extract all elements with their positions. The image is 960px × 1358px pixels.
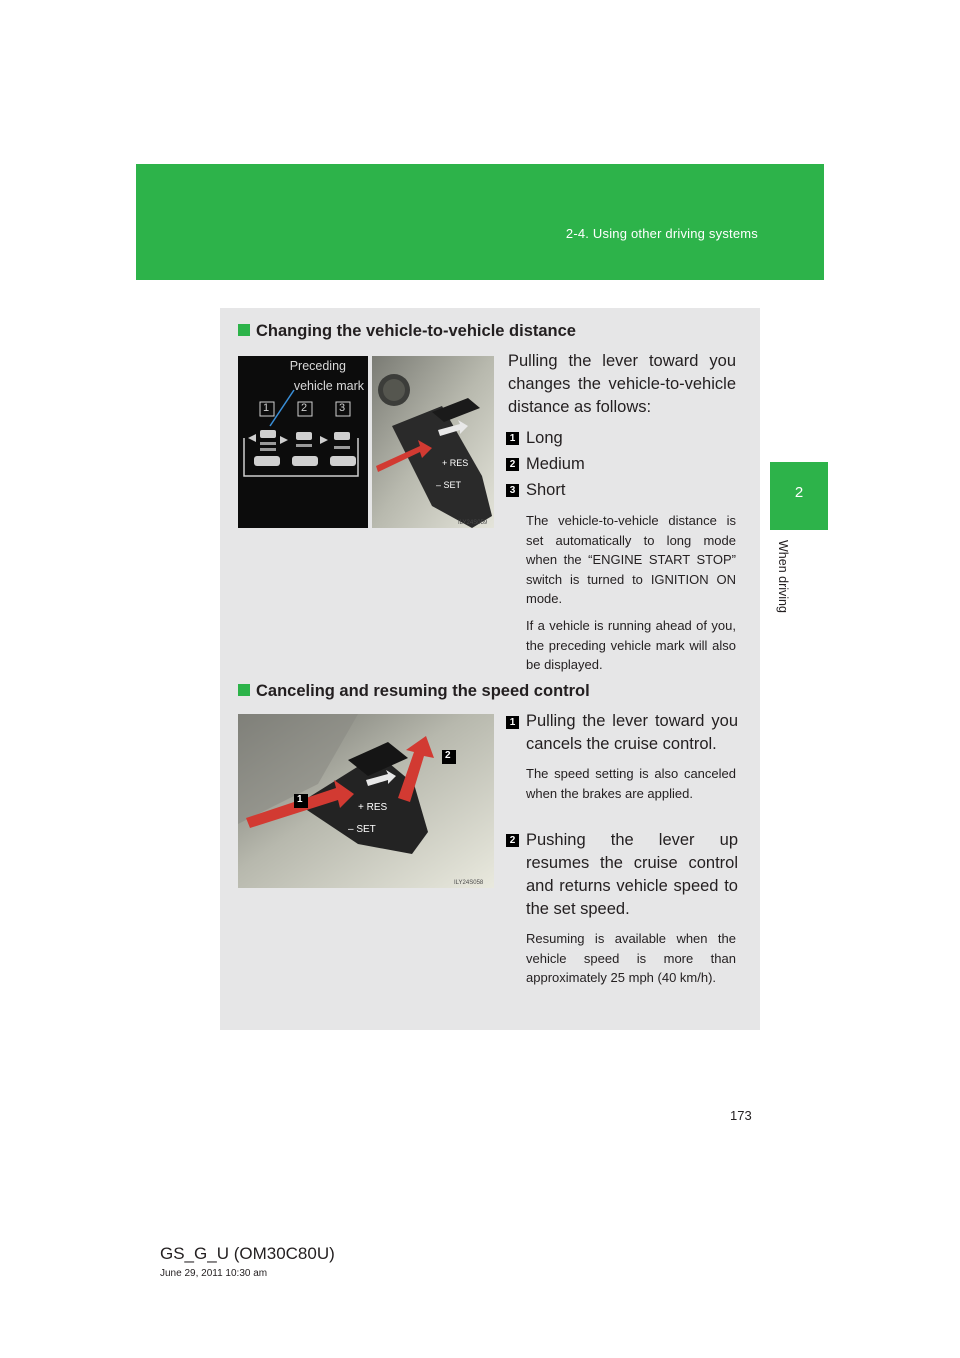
section-title: 2-4. Using other driving systems [565,226,758,241]
item-number-1-icon: 1 [506,432,519,445]
section2-note1: The speed setting is also canceled when the brakes are applied. [526,766,736,801]
distance-display-figure [238,356,368,528]
section2-item2: Pushing the lever up resumes the cruise control and returns vehicle speed to the set speed. [526,831,738,918]
cancel-resume-figure [238,714,494,888]
section1-note1: The vehicle-to-vehicle distance is set automatically to long mode when the “ENGINE START STOP” switch is turned to IGNITION ON mode. [526,513,736,606]
chapter-label: When driving [776,540,790,613]
page-number: 173 [730,1108,752,1123]
chapter-label-container [774,540,794,630]
section2-item1: Pulling the lever toward you cancels the cruise control. [526,712,738,753]
section2-heading-text: Canceling and resuming the speed control [256,682,590,700]
heading-bullet-icon [238,684,250,696]
figure-number-3: 3 [339,402,346,414]
item-short: Short [526,481,566,499]
section1-intro: Pulling the lever toward you changes the vehicle-to-vehicle distance as follows: [508,352,736,416]
section1-heading-text: Changing the vehicle-to-vehicle distance [256,322,576,340]
section2-heading [238,682,590,701]
figure-label-line1: Preceding [289,359,346,373]
figure-number-1: 1 [263,402,270,414]
svg-text:– SET: – SET [348,824,376,835]
figure2-code: ILY24S058 [454,880,484,886]
item-medium: Medium [526,455,585,473]
figure-code: ILY24S059 [458,520,488,526]
svg-text:+ RES: + RES [358,802,388,813]
chapter-number: 2 [794,484,804,501]
figure2-number-2: 2 [445,750,451,761]
lever-photo-figure [372,356,494,528]
item-long: Long [526,429,563,447]
section-header-bar [136,164,824,280]
footer-date: June 29, 2011 10:30 am [160,1268,268,1279]
figure-label-line2: vehicle mark [293,379,364,393]
item2-number-1-icon: 1 [506,716,519,729]
heading-bullet-icon [238,324,250,336]
svg-text:– SET: – SET [436,480,462,490]
figure2-number-1: 1 [297,794,303,805]
item-number-3-icon: 3 [506,484,519,497]
section1-heading [238,322,576,341]
item2-number-2-icon: 2 [506,834,519,847]
preceding-vehicle-mark-label [290,356,364,396]
svg-text:+ RES: + RES [442,458,469,468]
footer-model: GS_G_U (OM30C80U) [160,1244,335,1263]
section1-note2: If a vehicle is running ahead of you, the preceding vehicle mark will also be displayed. [526,618,736,672]
item-number-2-icon: 2 [506,458,519,471]
cancel-resume-lever-illustration [238,714,494,888]
figure-number-2: 2 [301,402,308,414]
section2-note2: Resuming is available when the vehicle speed is more than approximately 25 mph (40 km/h). [526,931,736,985]
cruise-lever-illustration [372,356,494,528]
chapter-tab [770,462,828,530]
